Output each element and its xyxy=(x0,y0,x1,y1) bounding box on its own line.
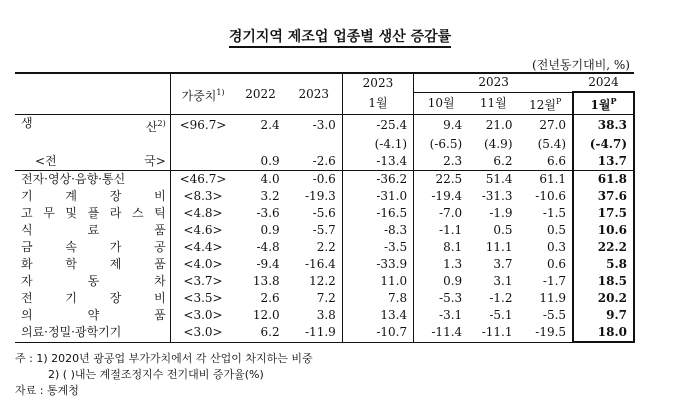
note-2: 2) ( )내는 계절조정지수 전기대비 증가율(%) xyxy=(48,368,264,381)
industry-weight: <3.0> xyxy=(183,308,223,322)
industry-2024-1: 17.5 xyxy=(573,205,634,222)
industry-2024-1: 20.2 xyxy=(573,290,634,307)
header-2023-c: 2023 xyxy=(414,73,573,92)
industry-2023: 12.2 xyxy=(286,273,343,290)
industry-weight: <8.3> xyxy=(183,189,223,203)
industry-2023-1: -8.3 xyxy=(342,222,413,239)
industry-2022: 2.6 xyxy=(260,291,280,305)
source-note: 자료 : 통계청 xyxy=(15,384,79,397)
table-row xyxy=(15,205,634,222)
production-2023: -3.0 xyxy=(286,115,343,137)
industry-11: -1.2 xyxy=(489,291,513,305)
table-row xyxy=(15,239,634,256)
header-2024: 2024 xyxy=(573,73,634,92)
industry-weight: <4.0> xyxy=(183,257,223,271)
industry-label: 의료·정밀·광학기기 xyxy=(15,324,170,342)
header-2023: 2023 xyxy=(286,73,343,115)
industry-2023-1: -10.7 xyxy=(342,324,413,342)
industry-10: 1.3 xyxy=(443,257,463,271)
industry-12: -19.5 xyxy=(519,324,574,342)
industry-2023-1: -36.2 xyxy=(342,171,413,189)
industry-2022: 13.8 xyxy=(252,274,280,288)
industry-10: -19.4 xyxy=(431,189,463,203)
industry-2023-1: -33.9 xyxy=(342,256,413,273)
industry-12: 11.9 xyxy=(539,291,567,305)
industry-weight: <4.8> xyxy=(183,206,223,220)
industry-2023-1: 13.4 xyxy=(342,307,413,324)
production-10: 9.4 xyxy=(443,118,463,132)
table-row xyxy=(15,290,634,307)
header-2022: 2022 xyxy=(235,73,285,115)
national-weight xyxy=(170,153,235,171)
industry-2023-1: -31.0 xyxy=(342,188,413,205)
industry-2024-1: 9.7 xyxy=(573,307,634,324)
industry-label: 전자·영상·음향·통신 xyxy=(15,171,170,189)
industry-2022: -9.4 xyxy=(256,257,280,271)
national-label-a: <전 xyxy=(35,154,57,168)
industry-label: 금 속 가 공 xyxy=(15,239,170,256)
industry-2024-1: 37.6 xyxy=(573,188,634,205)
industry-10: -11.4 xyxy=(414,324,469,342)
table-row xyxy=(15,256,634,273)
table-row xyxy=(15,307,634,324)
industry-2024-1: 18.0 xyxy=(573,324,634,342)
production-2023-1: -25.4 xyxy=(342,115,413,137)
industry-2023: -19.3 xyxy=(286,188,343,205)
industry-12: -5.5 xyxy=(542,308,567,322)
industry-10: -3.1 xyxy=(439,308,463,322)
national-10: 2.3 xyxy=(414,153,469,171)
industry-label: 기 계 장 비 xyxy=(15,188,170,205)
national-2022: 0.9 xyxy=(235,153,285,171)
industry-2023: -5.6 xyxy=(286,205,343,222)
industry-2024-1: 10.6 xyxy=(573,222,634,239)
table-row xyxy=(15,188,634,205)
production-sa-row xyxy=(15,136,634,153)
industry-2022: 6.2 xyxy=(235,324,285,342)
industry-weight: <3.0> xyxy=(170,324,235,342)
industry-label: 식 료 품 xyxy=(15,222,170,239)
industry-2023: 2.2 xyxy=(286,239,343,256)
production-sa-2023-1: (-4.1) xyxy=(342,136,413,153)
national-11: 6.2 xyxy=(468,153,518,171)
industry-11: 0.5 xyxy=(493,223,513,237)
national-2023-1: -13.4 xyxy=(342,153,413,171)
industry-weight: <4.4> xyxy=(183,240,223,254)
industry-weight: <3.5> xyxy=(183,291,223,305)
national-2023: -2.6 xyxy=(286,153,343,171)
industry-10: 8.1 xyxy=(443,240,463,254)
header-row-1 xyxy=(15,73,634,92)
production-label-b: 산$^{2)}$ xyxy=(145,119,166,134)
industry-12: 0.6 xyxy=(546,257,567,271)
header-nov: 11월 xyxy=(468,92,518,115)
industry-11: -31.3 xyxy=(481,189,513,203)
header-2023-jan: 1월 xyxy=(342,92,413,115)
industry-2023: 7.2 xyxy=(286,290,343,307)
table-row xyxy=(15,171,634,189)
industry-2022: 3.2 xyxy=(260,189,280,203)
note-1: 주 : 1) 2020년 광공업 부가가치에서 각 산업이 차지하는 비중 xyxy=(15,352,313,365)
table-row xyxy=(15,273,634,290)
industry-10: -7.0 xyxy=(439,206,463,220)
industry-2023-1: -16.5 xyxy=(342,205,413,222)
industry-2022: -3.6 xyxy=(256,206,280,220)
industry-11: 51.4 xyxy=(485,172,513,186)
industry-11: 3.1 xyxy=(493,274,513,288)
production-11: 21.0 xyxy=(485,118,513,132)
industry-10: -5.3 xyxy=(439,291,463,305)
industry-2023: 3.8 xyxy=(286,307,343,324)
industry-2023: -0.6 xyxy=(286,171,343,189)
header-oct: 10월 xyxy=(414,92,469,115)
production-sa-10: (-6.5) xyxy=(429,137,463,151)
national-12: 6.6 xyxy=(519,153,574,171)
industry-label: 의 약 품 xyxy=(15,307,170,324)
industry-2024-1: 5.8 xyxy=(573,256,634,273)
industry-2022: 4.0 xyxy=(260,172,280,186)
industry-2024-1: 61.8 xyxy=(573,171,634,189)
production-weight: <96.7> xyxy=(179,118,227,132)
industry-12: 0.3 xyxy=(546,240,567,254)
industry-10: 0.9 xyxy=(443,274,463,288)
industry-12: 61.1 xyxy=(539,172,567,186)
industry-2023-1: 11.0 xyxy=(342,273,413,290)
production-sa-11: (4.9) xyxy=(484,137,513,151)
industry-2022: -4.8 xyxy=(256,240,280,254)
production-2022: 2.4 xyxy=(260,118,280,132)
production-12: 27.0 xyxy=(539,118,567,132)
industry-11: 3.7 xyxy=(493,257,513,271)
industry-12: -1.5 xyxy=(542,206,567,220)
production-sa-2024-1: (-4.7) xyxy=(573,136,634,153)
industry-2023-1: 7.8 xyxy=(342,290,413,307)
industry-11: -11.1 xyxy=(468,324,518,342)
industry-2022: 12.0 xyxy=(252,308,280,322)
industry-2024-1: 18.5 xyxy=(573,273,634,290)
national-label-b: 국> xyxy=(144,154,166,168)
industry-2023: -16.4 xyxy=(286,256,343,273)
header-dec: 12월$^P$ xyxy=(519,92,574,115)
national-row xyxy=(15,153,634,171)
table-row xyxy=(15,222,634,239)
industry-11: -1.9 xyxy=(489,206,513,220)
unit-label: (전년동기대비, %) xyxy=(532,58,630,72)
industry-2023: -5.7 xyxy=(286,222,343,239)
header-weight: 가중치$^{1)}$ xyxy=(170,73,235,115)
table-row xyxy=(15,324,634,342)
industry-label: 자 동 차 xyxy=(15,273,170,290)
header-2024-jan: 1월$^P$ xyxy=(573,92,634,115)
industry-12: 0.5 xyxy=(546,223,567,237)
industry-2022: 0.9 xyxy=(260,223,280,237)
industry-2023: -11.9 xyxy=(286,324,343,342)
industry-11: -5.1 xyxy=(489,308,513,322)
industry-10: -1.1 xyxy=(439,223,463,237)
industry-12: -10.6 xyxy=(535,189,567,203)
production-row xyxy=(15,115,634,137)
production-table xyxy=(15,72,635,343)
industry-2023-1: -3.5 xyxy=(342,239,413,256)
industry-12: -1.7 xyxy=(542,274,567,288)
header-2023-b: 2023 xyxy=(342,73,413,92)
industry-label: 화 학 제 품 xyxy=(15,256,170,273)
industry-10: 22.5 xyxy=(435,172,463,186)
industry-weight: <4.6> xyxy=(183,223,223,237)
industry-weight: <3.7> xyxy=(183,274,223,288)
industry-label: 고 무 및 플 라 스 틱 xyxy=(15,205,170,222)
industry-label: 전 기 장 비 xyxy=(15,290,170,307)
national-2024-1: 13.7 xyxy=(573,153,634,171)
industry-11: 11.1 xyxy=(485,240,513,254)
table-title: 경기지역 제조업 업종별 생산 증감률 xyxy=(0,26,680,46)
production-2024-1: 38.3 xyxy=(573,115,634,137)
industry-weight: <46.7> xyxy=(179,172,227,186)
production-sa-12: (5.4) xyxy=(537,137,567,151)
industry-2024-1: 22.2 xyxy=(573,239,634,256)
production-label-a: 생 xyxy=(21,116,33,130)
